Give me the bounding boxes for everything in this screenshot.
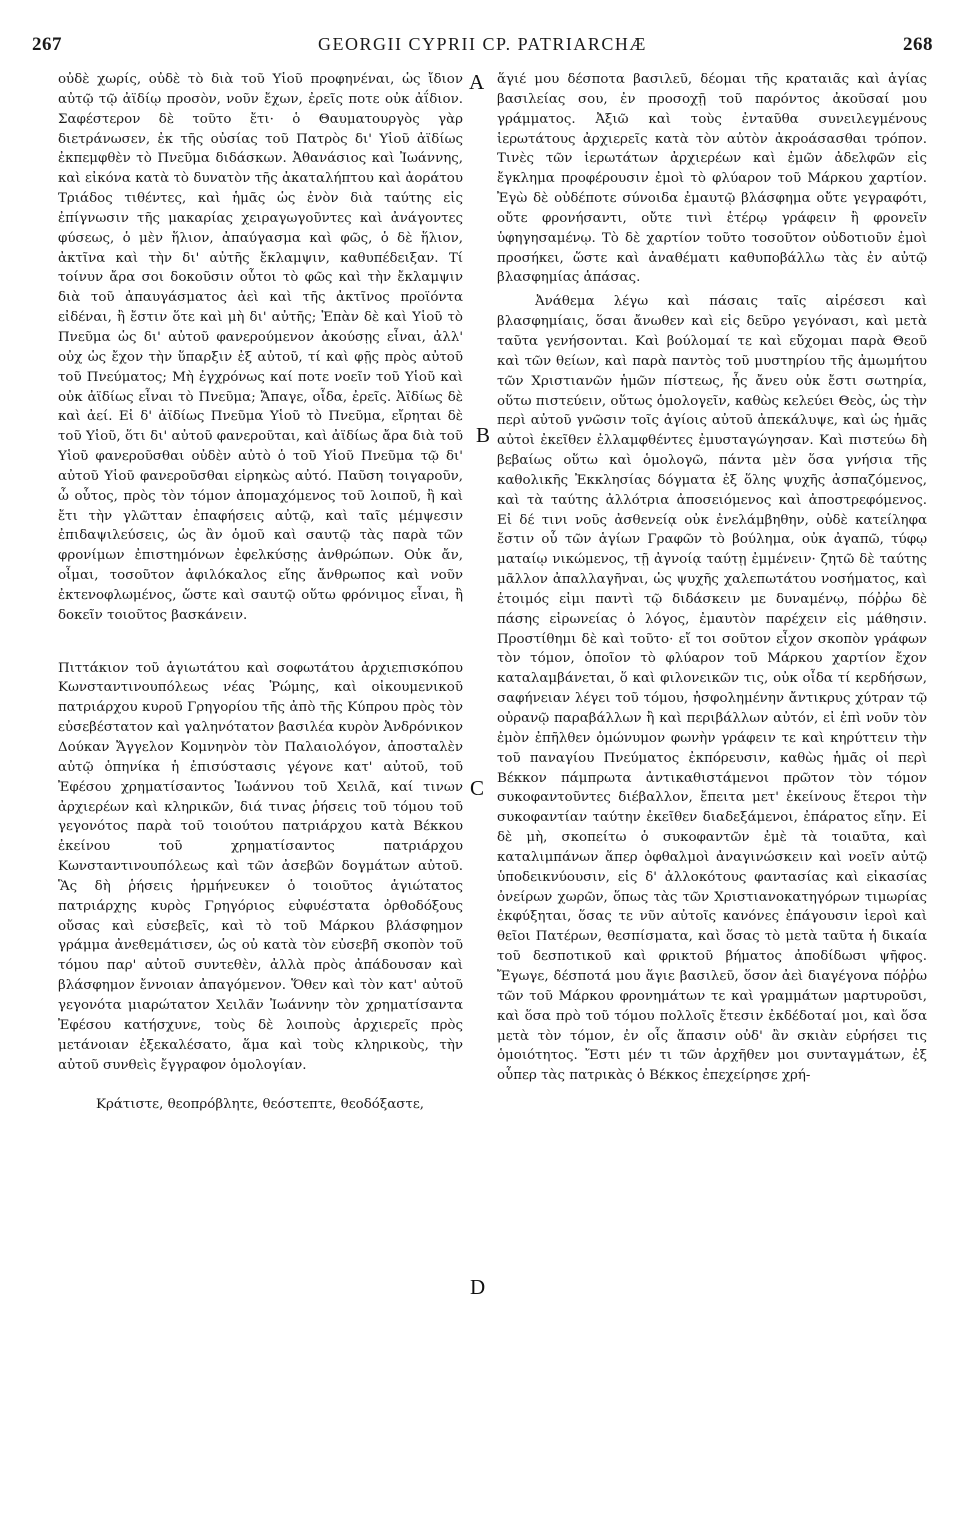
page-number-right: 268 [902,34,933,55]
margin-letter-d: D [470,1275,486,1299]
left-paragraph-3: Κράτιστε, θεοπρόβλητε, θεόστεπτε, θεοδόξαστε, [96,1097,425,1113]
margin-letter-a: A [469,70,485,94]
left-paragraph-2-heading: Πιττάκιον τοῦ ἁγιωτάτου καὶ σοφωτάτου ἀρχιεπισκόπου Κωνσταντινουπόλεως νέας Ῥώμης, καὶ οἰκουμενικοῦ πατριάρχου κυροῦ Γρηγορίου τῆς ἀπὸ τῆς Κύπρου πρὸς τὸν εὐσεβέστατον καὶ γαληνότατον βασιλέα κυρὸν Ἀνδρόνικον Δούκαν Ἄγγελον Κομνηνὸν τὸν Παλαιολόγον, ἀποσταλὲν αὐτῷ ὁπηνίκα ἡ ἐπισύστασις γέγονε κατ' αὐτοῦ, τοῦ Ἐφέσου χρηματίσαντος Ἰωάννου τοῦ Χειλᾶ, καί τινων ἀρχιερέων καὶ κληρικῶν, διά τινας ῥήσεις τοῦ τόμου τοῦ γεγονότος παρὰ τοῦ τοιούτου πατριάρχου κατὰ Βέκκου ἐκείνου τοῦ χρηματίσαντος πατριάρχου Κωνσταντινουπόλεως καὶ τῶν ἀσεβῶν δογμάτων αὐτοῦ. Ἃς δὴ ῥήσεις ἡρμήνευκεν ὁ τοιοῦτος ἁγιώτατος πατριάρχης κυρὸς Γρηγόριος εὐφυέστατα ὀρθοδόξους οὔσας καὶ εὐσεβεῖς, καὶ τὸ τοῦ Μάρκου βλάσφημον γράμμα ἀνεθεμάτισεν, ὡς οὐ κατὰ τὸν εὐσεβῆ σκοπὸν τοῦ τόμου παρ' αὐτοῦ συντεθὲν, ἀλλὰ πρὸς ἀπάδουσαν καὶ βλάσφημον ἔννοιαν ἀπαγόμενον. Ὅθεν καὶ τὸν κατ' αὐτοῦ γεγονότα μιαρώτατον Χειλᾶν Ἰωάννην τὸν χρηματίσαντα Ἐφέσου κατήσχυνε, τοὺς δὲ λοιποὺς ἀρχιερεῖς πρὸς μετάνοιαν ἐξεκαλέσατο, ἅμα καὶ τοὺς κληρικοὺς, τὴν αὐτοῦ συνθεὶς ἔγγραφον ὁμολογίαν. [58,660,463,1073]
right-paragraph-2: Ἀνάθεμα λέγω καὶ πάσαις ταῖς αἱρέσεσι καὶ βλασφημίαις, ὅσαι ἄνωθεν καὶ εἰς δεῦρο γεγόνασι, καὶ μετὰ ταῦτα γενήσονται. Καὶ βούλομαί τε καὶ εὔχομαι παρὰ Θεοῦ καὶ τῶν θείων, καὶ παρὰ παντὸς τοῦ μυστηρίου τῆς ἀμωμήτου τῶν Χριστιανῶν ἡμῶν πίστεως, ἧς ἄνευ οὐκ ἔστι σωτηρία, οὕτω πιστεύειν, οὕτως ὁμολογεῖν, καθὼς κελεύει Θεὸς, ὡς τὴν περὶ αὐτοῦ γνῶσιν τοῖς ἁγίοις αὐτοῦ ἀπεκάλυψε, καὶ ὡς ἡμᾶς αὐτοὶ ἐκεῖθεν ἐλλαμφθέντες ἐμυσταγώγησαν. Καὶ πιστεύω δὴ βεβαίως οὕτω καὶ ὁμολογῶ, πάντα μὲν ὅσα γνήσια τῆς καθολικῆς Ἐκκλησίας δόγματα ἐξ ὅλης ψυχῆς ἀσπαζόμενος, καὶ τὰ ταύτης ἀλλότρια ἀποσειόμενος καὶ ἀποστρεφόμενος. Εἰ δέ τινι νοῦς ἀσθενείᾳ οὐκ ἐνελάμβηθην, οὐδὲ κατείληφα ἔστιν οὗ τῶν ἁγίων Γραφῶν τὸ βούλημα, οὐκ ἀγαπῶ, τύφῳ ματαίῳ νικώμενος, τῇ ἀγνοίᾳ ταύτῃ ἐμμένειν· ζητῶ δὲ ταύτης μᾶλλον ἀπαλλαγῆναι, ὡς ψυχῆς χαλεπωτάτου νοσήματος, καὶ ἑτοιμός εἰμι παντὶ τῷ διδάσκειν με δυναμένῳ, πόῤῥω δὲ πάσης εἰρωνείας ὁ λόγος, ἐμαυτὸν παρέχειν εἰς μάθησιν. Προστίθημι δὲ καὶ τοῦτο· εἴ τοι σοῦτον εἶχον σκοπὸν γράφων τὸν τόμον, ὁποῖον τὸ φλύαρον τοῦ Μάρκου χαρτίον ἔχον καταλαμβάνεται, ὅ καὶ φιλονεικῶν τις, οὐκ οἶδα τί κερδήσων, σαφήνειαν λέγει τοῦ τόμου, ἠσφολημένην ἄντικρυς χύτραν τῷ οὐρανῷ παραβάλλων ἢ καὶ περιβάλλων αὐτόν, εἰ ἐπὶ νοῦν τὸν ἐμὸν ἐπῆλθεν ὁμώνυμον φωνὴν γράφειν τε καὶ κηρύττειν τὴν τοῦ παναγίου Πνεύματος ἐκπόρευσιν, καθὼς ἡμᾶς οἱ περὶ Βέκκον πάμπρωτα ἀντικαθιστάμενοι πρῶτον τὸν τόμον συκοφαντοῦντες διέβαλλον, ἔπειτα μετ' ἐκείνους ἕτεροι τὴν συκοφαντίαν ταύτην ἐκεῖθεν διαδεξάμενοι, ἐπάρατος εἴην. Εἰ δὲ μὴ, σκοπείτω ὁ συκοφαντῶν ἐμὲ τὰ τοιαῦτα, καὶ καταλιμπάνων ἅπερ ὀφθαλμοὶ ἀναγινώσκειν καὶ νοεῖν αὐτῷ ὑποδεικνύουσιν, εἰς δ' ἀλλοκότους φαντασίας καὶ εἰκασίας ὀνείρων χωρῶν, ὅπως τὰς τῶν Χριστιανοκατηγόρων τιμωρίας ἐκφύξηται, ὅσας τε νῦν αὐτοῖς κανόνες ἐπάγουσιν ἱεροὶ καὶ θεῖοι Πατέρων, θεσπίσματα, καὶ ὅσας τὸ μετὰ ταῦτα ἡ δικαία τοῦ δεσποτικοῦ καὶ φρικτοῦ βήματος ἀποδίδωσι ψῆφος. Ἔγωγε, δέσποτά μου ἅγιε βασιλεῦ, ὅσον ἀεὶ διαγέγονα πόῤῥω τῶν τοῦ Μάρκου φρονημάτων τε καὶ γραμμάτων μαρτυροῦσι, καὶ ὅσα πρὸ τοῦ τόμου πολλοῖς ἔτεσιν ἐκδέδοταί μοι, καὶ ὅσα μετὰ τὸν τόμον, ἐν οἷς ἅπασιν οὐδ' ἂν σκιὰν εὑρήσει τις ὁμοιότητος. Ἔστι μέν τι τῶν ἀρχῆθεν μοι συνταγμάτων, ἐξ οὗπερ τὰς πατρικὰς ὁ Βέκκος ἐπεχείρησε χρή- [497,294,927,1084]
margin-letter-c: C [470,776,485,800]
page-number-left: 267 [32,34,62,55]
margin-letter-b: B [476,423,491,447]
left-column [58,70,463,1115]
right-column [497,70,927,1086]
right-paragraph-1: ἅγιέ μου δέσποτα βασιλεῦ, δέομαι τῆς κραταιᾶς καὶ ἁγίας βασιλείας σου, ἐν προσοχῇ τοῦ παρόντος ἀκοῦσαί μου γράμματος. Ἀξιῶ καὶ τοὺς ἐνταῦθα συνειλεγμένους ἱερωτάτους ἀρχιερεῖς κατὰ τὸν αὐτὸν ἀκροάσασθαι τρόπον. Τινὲς τῶν ἱερωτάτων ἀρχιερέων καὶ ἐμῶν ἀδελφῶν εἰς ἔγκλημα προφέρουσιν ἐμοὶ τὸ φλύαρον τοῦ Μάρκου χαρτίον. Ἐγὼ δὲ οὐδέποτε σύνοιδα ἐμαυτῷ βλάσφημα οὔτε γεγραφότι, οὔτε φρονήσαντι, οὔτε τινὶ ἑτέρῳ γράφειν ἢ φρονεῖν ὑφηγησαμένῳ. Τὸ δὲ χαρτίον τοῦτο τοσοῦτον οὐδοτιοῦν ἐμοὶ προσήκει, ὥστε καὶ ἀναθέματι καθυποβάλλω τὰς ἐν αὐτῷ βλασφημίας ἁπάσας. [497,72,927,286]
running-title: GEORGII CYPRII CP. PATRIARCHÆ [318,34,647,54]
left-paragraph-1: οὐδὲ χωρίς, οὐδὲ τὸ διὰ τοῦ Υἱοῦ προφηνέναι, ὡς ἴδιον αὐτῷ τῷ ἀϊδίῳ προσὸν, νοῦν ἔχων, ἐρεῖς ποτε οὐκ ἀΐδιον. Σαφέστερον δὲ τοῦτο ἔτι· ὁ Θαυματουργὸς γὰρ διετράνωσεν, ἐκ τῆς οὐσίας τοῦ Πατρὸς δι' Υἱοῦ ἀϊδίως ἐκπεμφθὲν τὸ Πνεῦμα διδάσκων. Ἀθανάσιος καὶ Ἰωάννης, καὶ εἰκόνα κατὰ τὸ δυνατὸν τῆς ἀκαταλήπτου καὶ ἀοράτου Τριάδος τιθέντες, καὶ ἡμᾶς ὡς ἐνὸν διὰ ταύτης εἰς ἐπίγνωσιν τῆς μακαρίας χειραγωγοῦντες καὶ ἀνάγοντες φύσεως, ὁ μὲν ἥλιον, ἀπαύγασμα καὶ φῶς, ὁ δὲ ἥλιον, ἀκτῖνα καὶ τὴν δι' αὐτῆς ἔκλαμψιν, καθυπέδειξαν. Τί τοίνυν ἄρα σοι δοκοῦσιν οὗτοι τὸ φῶς καὶ τὴν ἔκλαμψιν διὰ τοῦ ἀπαυγάσματος ἀεὶ καὶ τῆς ἀκτῖνος προϊόντα εἰδέναι, ἢ ἔστιν ὅτε καὶ μὴ δι' αὐτῆς; Ἐπὰν δὲ καὶ Υἱοῦ τὸ Πνεῦμα ὡς δι' αὐτοῦ φανερούμενον ἀκούσῃς εἶναι, ἀλλ' οὐχ ὡς ἔχον τὴν ὕπαρξιν ἐξ αὐτοῦ, τί καὶ φῇς πρὸς αὐτοῦ τοῦ Πνεύματος; Μὴ ἐγχρόνως καί ποτε νοεῖν τοῦ Υἱοῦ καὶ οὐκ ἀϊδίως εἶναι τὸ Πνεῦμα; Ἄπαγε, οἶδα, ἐρεῖς. Ἀϊδίως δὲ καὶ ἀεί. Εἰ δ' ἀϊδίως Πνεῦμα Υἱοῦ τὸ Πνεῦμα, εἴρηται δὲ τοῦ Υἱοῦ, ὅτι δι' αὐτοῦ φανεροῦται, καὶ ἀϊδίως ἄρα διὰ τοῦ Υἱοῦ φανεροῦσθαι οὐδὲν αὐτὸ ὁ τοῦ Υἱοῦ Πνεῦμα τῷ δι' αὐτοῦ Υἱοῦ φανεροῦσθαι εἰρηκὼς αὐτό. Παῦση τοιγαροῦν, ὦ οὗτος, πρὸς τὸν τόμον ἀπομαχόμενος τοῦ λοιποῦ, ἢ καὶ ἔτι τὴν γλῶτταν ἐπαφήσεις αὐτῷ, καὶ ταῖς μέμψεσιν ἐπιδαψιλεύσεις, ὡς ἂν ὁμοῦ καὶ σαυτῷ τὰς παρὰ τῶν φρονίμων ἐπιστημόνων ἐφελκύσῃς ἀνθρώπων. Οὐκ ἄν, οἶμαι, τοσοῦτον ἀφιλόκαλος εἴης ἄνθρωπος καὶ νοῦν ἐκτενοφλωμένος, ὥστε καὶ σαυτῷ οὕτω φρόνιμος εἶναι, ἢ δοκεῖν τοιοῦτος βασκάνειν. [58,72,463,623]
running-header [32,34,933,62]
